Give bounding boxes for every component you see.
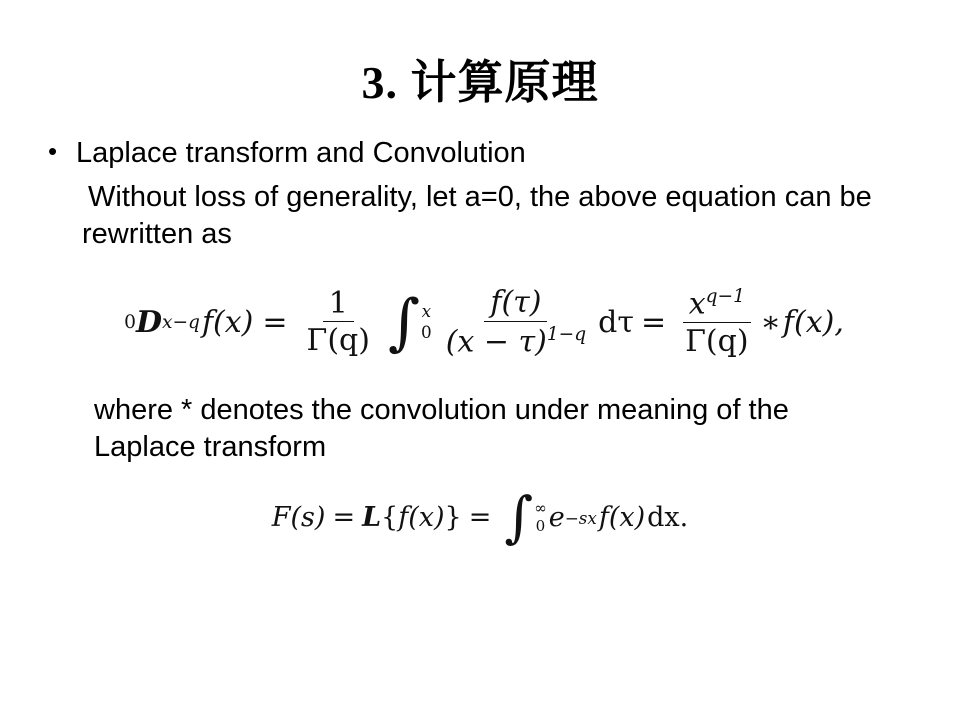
equation1-operator-subscript: x: [161, 311, 173, 333]
equation1-frac2-denominator: [440, 322, 592, 358]
equation1-fraction-one-over-gamma: [301, 285, 376, 359]
equation1-frac1-numerator: 1: [323, 288, 354, 323]
equation1-frac3-numerator: [683, 287, 751, 323]
equation1-equals-2: =: [640, 304, 667, 340]
equation1-function-2: f(x),: [782, 304, 844, 340]
equation1-frac3-num-base: x: [688, 286, 706, 322]
bullet-text: Laplace transform and Convolution: [76, 136, 526, 169]
integral-icon: ∫: [387, 285, 420, 358]
equation2-integral-lower-limit: 0: [535, 517, 546, 536]
slide-body: [0, 109, 960, 550]
equation1-differential: dτ: [598, 304, 634, 340]
equation2-brace-open: {: [381, 502, 399, 534]
equation2-integral: [504, 485, 547, 550]
equation1-operator: D: [135, 304, 162, 340]
equation2-function: f(x): [398, 502, 445, 534]
page-title: 3. 计算原理: [361, 57, 599, 108]
equation1-integral: [387, 285, 432, 358]
equation1-frac2-numerator: f(τ): [484, 287, 547, 322]
equation2-equals-2: =: [468, 502, 492, 534]
equation2-laplace-operator: L: [362, 502, 382, 534]
equation2-integral-upper-limit: ∞: [534, 498, 547, 517]
list-item: [48, 135, 912, 171]
equation2-lhs: F(s): [271, 502, 326, 534]
equation2-exponential-base: e: [548, 502, 565, 534]
equation2-function-2: f(x): [598, 502, 646, 534]
integral-icon: ∫: [504, 485, 534, 550]
equation1-frac1-denominator: Γ(q): [306, 323, 370, 359]
equation2-brace-close: }: [444, 502, 462, 534]
equation1-integrand-fraction: [440, 287, 592, 358]
bullet-marker-icon: •: [48, 135, 58, 166]
equation1-convolution-operator: ∗: [760, 304, 781, 340]
paragraph-intro: Without loss of generality, let a=0, the above equation can be rewritten as: [82, 180, 872, 250]
equation1-presubscript: 0: [124, 311, 136, 333]
equation2-exponential-exponent: −sx: [564, 507, 597, 528]
equation-riemann-liouville: [48, 287, 912, 358]
equation2-equals: =: [332, 502, 356, 534]
equation1-integral-upper-limit: x: [421, 301, 432, 322]
equation1-equals: =: [262, 304, 288, 340]
equation1-frac2-den-base: (x − τ): [445, 324, 547, 360]
equation2-differential: dx.: [647, 502, 689, 534]
equation1-integral-lower-limit: 0: [421, 322, 432, 343]
equation1-kernel-fraction: [679, 287, 754, 358]
equation1-frac3-num-exponent: q−1: [705, 286, 745, 308]
equation1-frac2-den-exponent: 1−q: [546, 323, 587, 345]
equation1-operator-superscript: −q: [172, 311, 200, 333]
equation1-function: f(x): [201, 304, 254, 340]
equation-laplace-definition: [48, 485, 912, 550]
paragraph-convolution-note: where * denotes the convolution under meaning of the Laplace transform: [94, 393, 789, 463]
equation1-frac3-denominator: Γ(q): [685, 324, 749, 360]
